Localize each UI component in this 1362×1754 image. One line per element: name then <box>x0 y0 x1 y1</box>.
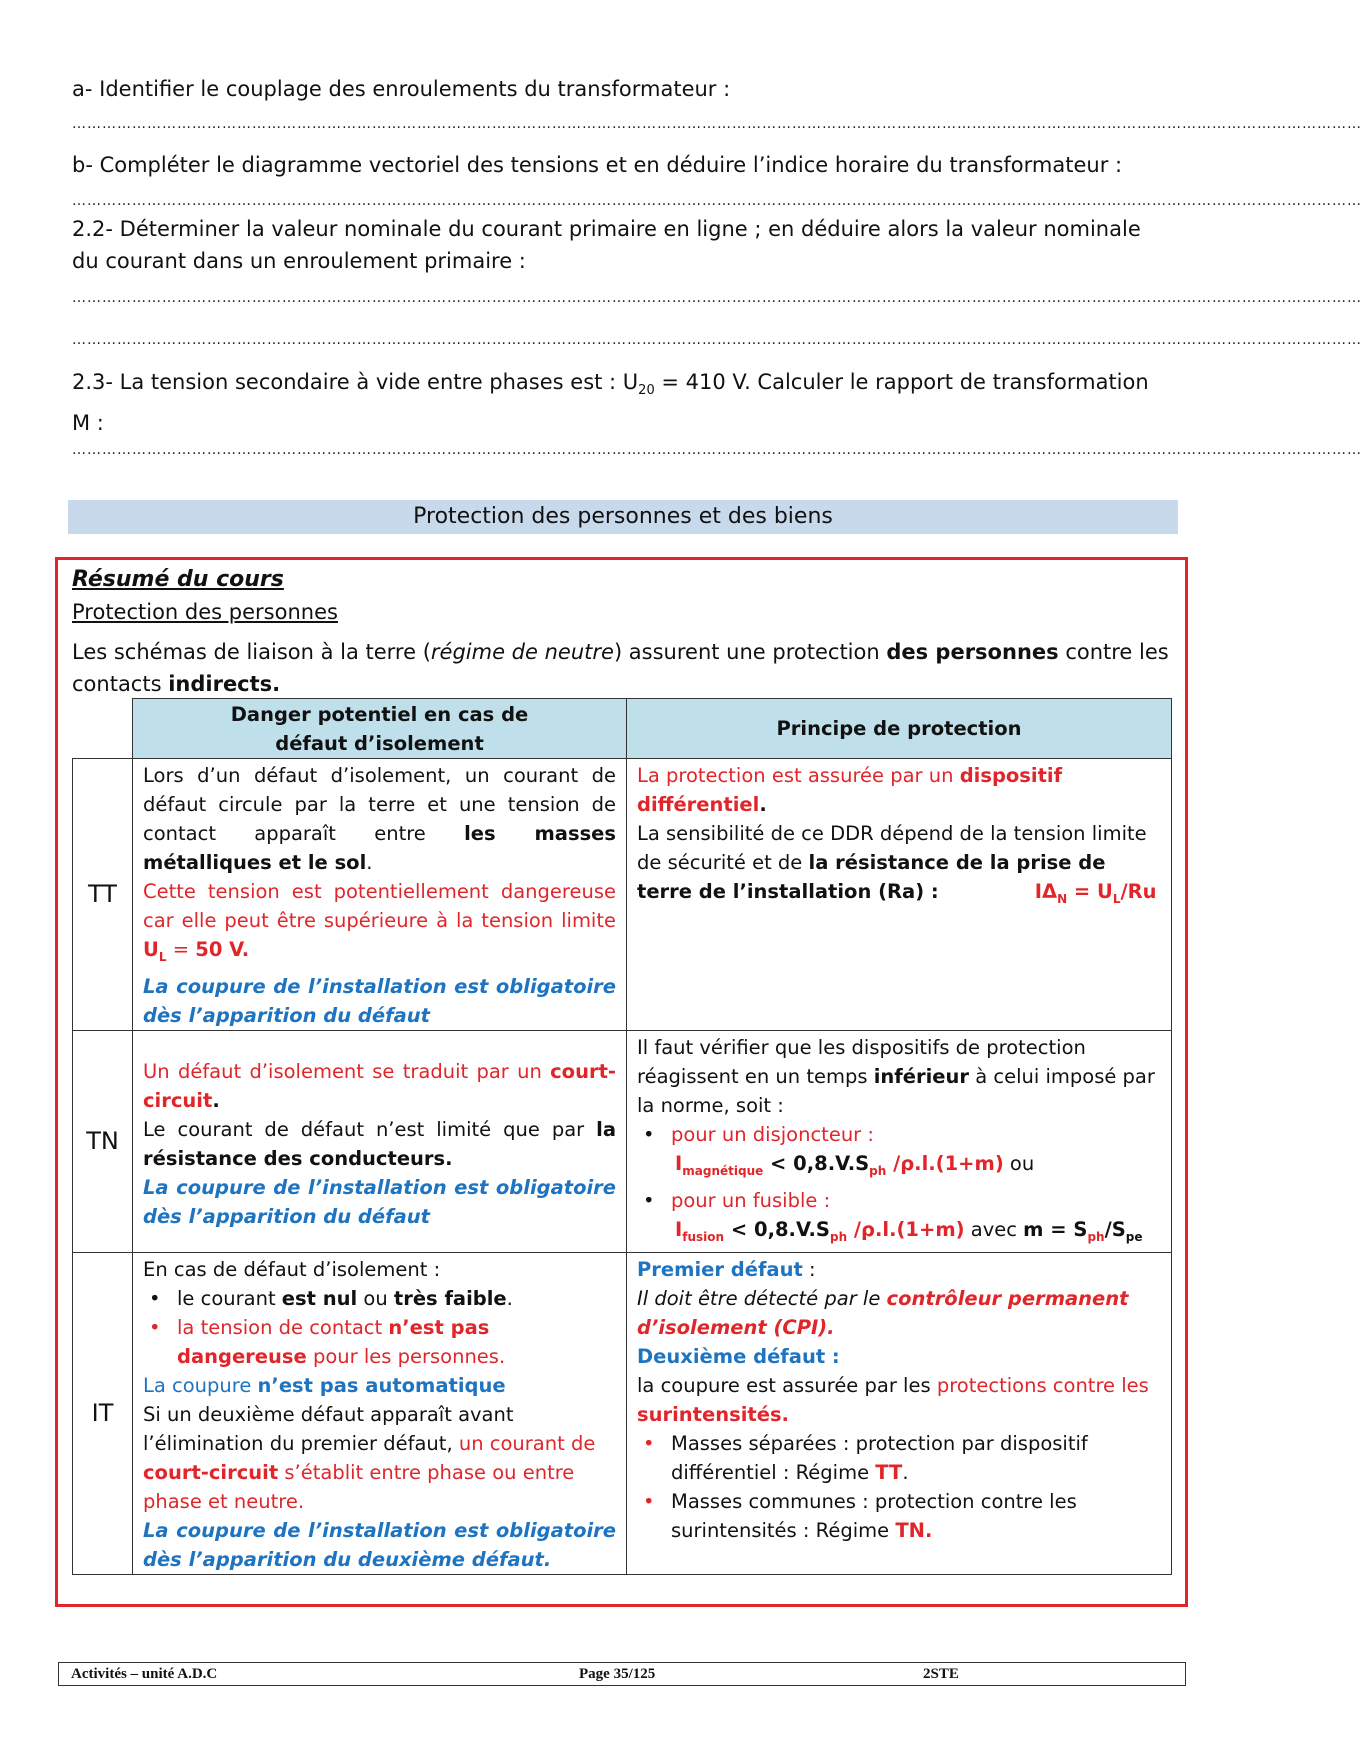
question-2-2: 2.2- Déterminer la valeur nominale du courant primaire en ligne ; en déduire alors la valeur nominale du courant dans un enroulement primaire : <box>72 217 1141 273</box>
neutral-regime-table <box>72 698 1172 1575</box>
question-b: b- Compléter le diagramme vectoriel des tensions et en déduire l’indice horaire du transformateur : <box>72 153 1123 177</box>
answer-line[interactable]: …………………………………………………………………………………………………………………………………………………………………………………………………………………………………… <box>72 332 1362 348</box>
list-item: • Masses séparées : protection par dispositif différentiel : Régime TT. <box>637 1429 1161 1487</box>
answer-line[interactable]: …………………………………………………………………………………………………………………………………………………………………………………………………………………………………… <box>72 116 1362 132</box>
answer-line[interactable]: …………………………………………………………………………………………………………………………………………………………………………………………………………………………………… <box>72 442 1362 458</box>
footer-page-number: Page 35/125 <box>579 1666 656 1682</box>
list-item: • pour un fusible : <box>637 1186 1161 1215</box>
it-principle: Premier défaut : Il doit être détecté par le contrôleur permanent d’isolement (CPI). Deuxième défaut : la coupure est assurée par les protections contre les surintensités. • Masses séparées : protection par dispositif différentiel : Régime TT. • Masses communes : protection contre les surintensités : Régime TN. <box>627 1252 1172 1574</box>
tt-principle: La protection est assurée par un dispositif différentiel. La sensibilité de ce DDR dépend de la tension limite de sécurité et de la résistance de la prise de terre de l’installation (Ra) : $I\Delta_N = U_L/Ru$ <box>627 759 1172 1031</box>
list-item: • pour un disjoncteur : <box>637 1120 1161 1149</box>
list-item: • le courant est nul ou très faible. <box>143 1284 616 1313</box>
list-item: • la tension de contact n’est pas dangereuse pour les personnes. <box>143 1313 616 1371</box>
tt-danger: Lors d’un défaut d’isolement, un courant de défaut circule par la terre et une tension de contact apparaît entre les masses métalliques et le sol. Cette tension est potentiellement dangereuse car elle peut être supérieure à la tension limite $U_L = 50$ V. La coupure de l’installation est obligatoire dès l’apparition du défaut <box>133 759 627 1031</box>
page-footer <box>58 1662 1186 1686</box>
summary-intro: Les schémas de liaison à la terre (régime de neutre) assurent une protection des personnes contre les contacts indirects. <box>72 640 1169 696</box>
header-principle: Principe de protection <box>627 699 1172 759</box>
answer-line[interactable]: …………………………………………………………………………………………………………………………………………………………………………………………………………………………………… <box>72 193 1362 209</box>
regime-label: IT <box>73 1252 133 1574</box>
list-item: • Masses communes : protection contre les surintensités : Régime TN. <box>637 1487 1161 1545</box>
regime-label: TN <box>73 1030 133 1252</box>
table-row-tt <box>73 759 1172 1031</box>
question-2-3: 2.3- La tension secondaire à vide entre phases est : $U_{20} = 410$ V. Calculer le rapport de transformation M : <box>72 370 1149 436</box>
summary-subtitle: Protection des personnes <box>72 600 338 624</box>
it-danger: En cas de défaut d’isolement : • le courant est nul ou très faible. • la tension de contact n’est pas dangereuse pour les personnes. La coupure n’est pas automatique Si un deuxième défaut apparaît avant l’élimination du premier défaut, un courant de court-circuit s’établit entre phase ou entre phase et neutre. La coupure de l’installation est obligatoire dès l’apparition du deuxième défaut. <box>133 1252 627 1574</box>
table-row-it <box>73 1252 1172 1574</box>
question-a: a- Identifier le couplage des enroulements du transformateur : <box>72 77 731 101</box>
tn-principle: Il faut vérifier que les dispositifs de protection réagissent en un temps inférieur à celui imposé par la norme, soit : • pour un disjoncteur : $I_{magnétique} < 0,8.V.S_{ph}$ /ρ.l.(1+m) ou • pour un fusible : $I_{fusion} < 0,8.V.S_{ph}$ /ρ.l.(1+m) avec $m = S_{ph}/S_{pe}$ <box>627 1030 1172 1252</box>
regime-label: TT <box>73 759 133 1031</box>
summary-title: Résumé du cours <box>72 567 284 592</box>
footer-course: Activités – unité A.D.C <box>71 1666 218 1682</box>
section-title: Protection des personnes et des biens <box>68 500 1178 534</box>
answer-line[interactable]: …………………………………………………………………………………………………………………………………………………………………………………………………………………………………… <box>72 290 1362 306</box>
tn-danger: Un défaut d’isolement se traduit par un court-circuit. Le courant de défaut n’est limité que par la résistance des conducteurs. La coupure de l’installation est obligatoire dès l’apparition du défaut <box>133 1030 627 1252</box>
header-danger: Danger potentiel en cas de défaut d’isolement <box>133 699 627 759</box>
table-row-tn <box>73 1030 1172 1252</box>
footer-class: 2STE <box>923 1666 959 1682</box>
